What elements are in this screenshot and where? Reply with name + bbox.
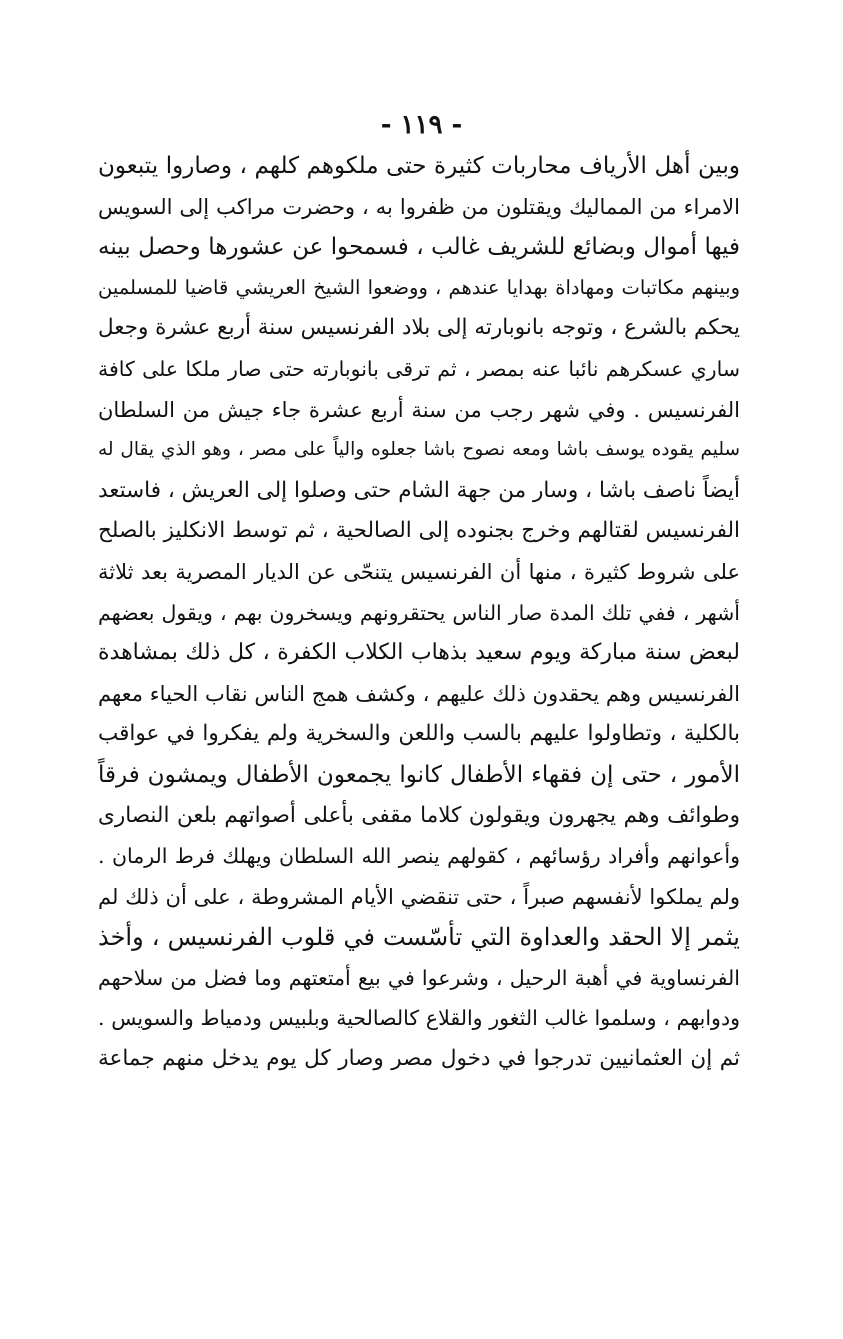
page-number: - ١١٩ - xyxy=(380,110,463,140)
text-line: الأمور ، حتى إن فقهاء الأطفال كانوا يجمعون الأطفال ويمشون فرقاً xyxy=(98,761,740,788)
text-line: أيضاً ناصف باشا ، وسار من جهة الشام حتى وصلوا إلى العريش ، فاستعد xyxy=(98,477,740,503)
text-line: ولم يملكوا لأنفسهم صبراً ، حتى تنقضي الأيام المشروطة ، على أن ذلك لم xyxy=(98,884,740,909)
body-text xyxy=(98,146,740,1080)
text-line: وأعوانهم وأفراد رؤسائهم ، كقولهم ينصر الله السلطان ويهلك فرط الرمان . xyxy=(98,844,740,869)
text-line: الفرنسيس لقتالهم وخرج بجنوده إلى الصالحية ، ثم توسط الانكليز بالصلح xyxy=(98,518,740,544)
text-line: ساري عسكرهم نائبا عنه بمصر ، ثم ترقى بانوبارته حتى صار ملكا على كافة xyxy=(98,356,740,381)
text-line: على شروط كثيرة ، منها أن الفرنسيس يتنحّى عن الديار المصرية بعد ثلاثة xyxy=(98,559,740,584)
text-line: سليم يقوده يوسف باشا ومعه نصوح باشا جعلوه والياً على مصر ، وهو الذي يقال له xyxy=(98,439,740,461)
text-line: الفرنسيس وهم يحقدون ذلك عليهم ، وكشف همج الناس نقاب الحياء معهم xyxy=(98,681,740,706)
text-line: الفرنسيس . وفي شهر رجب من سنة أربع عشرة جاء جيش من السلطان xyxy=(98,397,740,422)
text-line: وبينهم مكاتبات ومهاداة بهدايا عندهم ، ووضعوا الشيخ العريشي قاضيا للمسلمين xyxy=(98,275,740,299)
text-line: وبين أهل الأرياف محاربات كثيرة حتى ملكوهم كلهم ، وصاروا يتبعون xyxy=(98,153,740,179)
text-line: يحكم بالشرع ، وتوجه بانوبارته إلى بلاد الفرنسيس سنة أربع عشرة وجعل xyxy=(98,315,740,341)
text-line: فيها أموال وبضائع للشريف غالب ، فسمحوا عن عشورها وحصل بينه xyxy=(98,234,740,261)
text-line: ثم إن العثمانيين تدرجوا في دخول مصر وصار كل يوم يدخل منهم جماعة xyxy=(98,1046,740,1072)
text-line: لبعض سنة مباركة ويوم سعيد بذهاب الكلاب الكفرة ، كل ذلك بمشاهدة xyxy=(98,640,740,666)
text-line: الامراء من المماليك ويقتلون من ظفروا به ، وحضرت مراكب إلى السويس xyxy=(98,194,740,219)
text-line: الفرنساوية في أهبة الرحيل ، وشرعوا في بيع أمتعتهم وما فضل من سلاحهم xyxy=(98,965,740,990)
text-line: وطوائف وهم يجهرون ويقولون كلاما مقفى بأعلى أصواتهم بلعن النصارى xyxy=(98,802,740,828)
text-line: بالكلية ، وتطاولوا عليهم بالسب واللعن والسخرية ولم يفكروا في عواقب xyxy=(98,721,740,747)
text-line: ودوابهم ، وسلموا غالب الثغور والقلاع كالصالحية وبلبيس ودمياط والسويس . xyxy=(98,1006,740,1031)
text-line: أشهر ، ففي تلك المدة صار الناس يحتقرونهم ويسخرون بهم ، ويقول بعضهم xyxy=(98,600,740,625)
text-line: يثمر إلا الحقد والعداوة التي تأسّست في قلوب الفرنسيس ، وأخذ xyxy=(98,923,740,952)
